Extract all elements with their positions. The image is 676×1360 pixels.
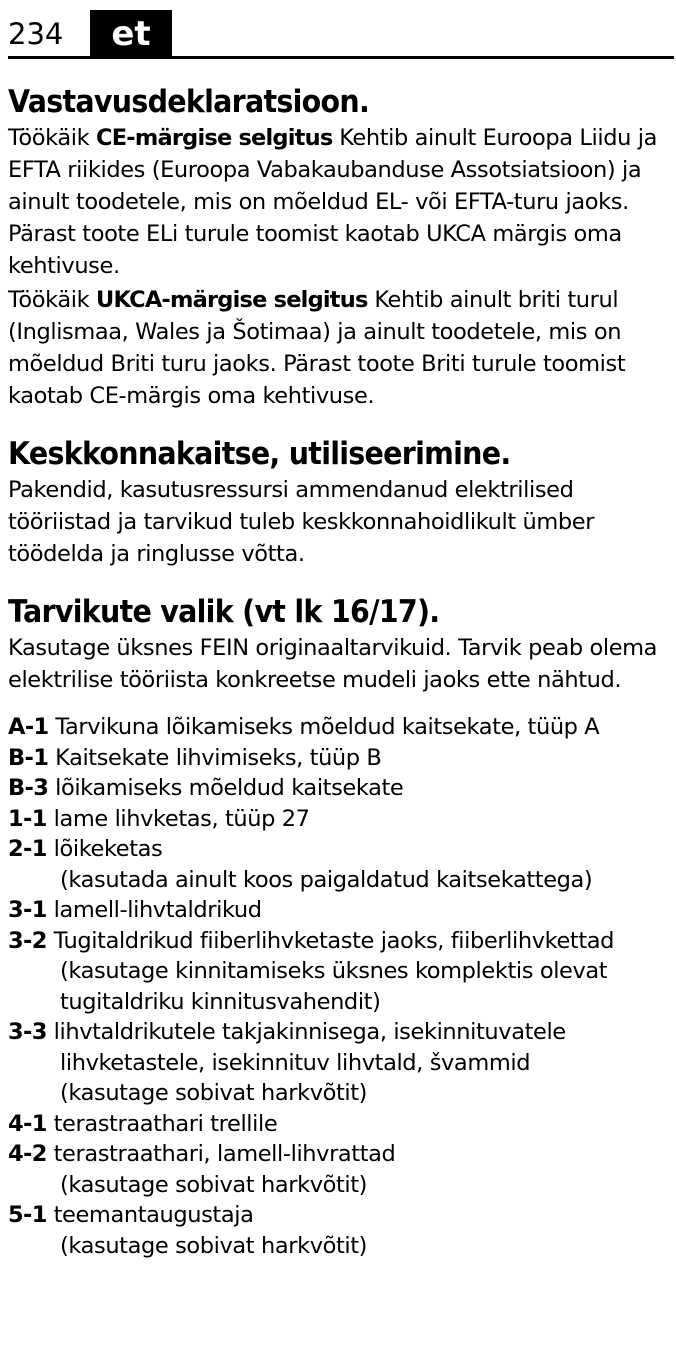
- item-code: 2-1: [8, 836, 47, 862]
- item-note: (kasutage sobivat harkvõtit): [60, 1232, 368, 1259]
- accessories-heading: Tarvikute valik (vt lk 16/17).: [8, 594, 440, 630]
- list-item: [8, 834, 672, 865]
- list-item: [8, 712, 672, 743]
- item-note: (kasutage sobivat harkvõtit): [60, 1171, 368, 1198]
- header-rule: [8, 56, 674, 59]
- item-code: 3-3: [8, 1019, 47, 1045]
- ce-text: Kehtib ainult Euroopa Liidu ja EFTA riikides (Euroopa Vabakaubanduse Assotsiatsioon) ja ainult toodetele, mis on mõeldud EL- või EFTA-turu jaoks. Pärast toote ELi turule toomist kaotab UKCA märgis oma kehtivuse.: [8, 125, 657, 279]
- section-environment: [8, 434, 672, 570]
- accessories-list: [8, 712, 672, 1261]
- item-text: lõikeketas: [53, 836, 163, 862]
- ce-keyword: CE-märgise selgitus: [96, 125, 333, 151]
- list-item: [8, 1139, 672, 1170]
- item-code: 3-1: [8, 897, 47, 923]
- item-code: B-3: [8, 775, 49, 801]
- ukca-keyword: UKCA-märgise selgitus: [96, 287, 368, 313]
- item-text: Tugitaldrikud fiiberlihvketaste jaoks, fiiberlihvkettad: [53, 927, 615, 954]
- item-text: lihvtaldrikutele takjakinnisega, isekinnituvatele lihvketastele, isekinnituv lihvtald, švammid: [53, 1019, 566, 1076]
- item-text: lame lihvketas, tüüp 27: [53, 805, 310, 832]
- list-item: [8, 895, 672, 926]
- ukca-prefix: Töökäik: [8, 287, 90, 313]
- list-item: [8, 1200, 672, 1231]
- declaration-heading: Vastavusdeklaratsioon.: [8, 84, 370, 120]
- item-text: terastraathari, lamell-lihvrattad: [53, 1141, 396, 1167]
- page-header: [0, 0, 676, 60]
- item-code: B-1: [8, 744, 49, 771]
- language-badge: et: [90, 10, 172, 58]
- section-accessories: [8, 592, 672, 1261]
- item-text: lõikamiseks mõeldud kaitsekate: [55, 775, 404, 801]
- item-note: (kasutada ainult koos paigaldatud kaitsekattega): [60, 866, 593, 893]
- item-note: (kasutage kinnitamiseks üksnes komplektis olevat tugitaldriku kinnitusvahendit): [60, 958, 608, 1015]
- item-code: 1-1: [8, 805, 47, 832]
- environment-paragraph: Pakendid, kasutusressursi ammendanud elektrilised tööriistad ja tarvikud tuleb keskkonnahoidlikult ümber töödelda ja ringlusse võtta.: [8, 477, 595, 567]
- item-code: 5-1: [8, 1202, 47, 1228]
- ce-prefix: Töökäik: [8, 125, 90, 151]
- item-code: A-1: [8, 714, 49, 740]
- item-text: lamell-lihvtaldrikud: [53, 897, 262, 923]
- declaration-paragraph-ukca: [8, 284, 672, 412]
- list-item: [8, 1017, 672, 1078]
- list-item: [8, 804, 672, 835]
- item-code: 4-1: [8, 1110, 47, 1137]
- list-item: [8, 743, 672, 774]
- accessories-intro: Kasutage üksnes FEIN originaaltarvikuid. Tarvik peab olema elektrilise tööriista konkreetse mudeli jaoks ette nähtud.: [8, 635, 658, 693]
- declaration-paragraph-ce: [8, 122, 672, 282]
- item-text: terastraathari trellile: [53, 1110, 278, 1137]
- page-number: 234: [8, 17, 64, 51]
- item-code: 4-2: [8, 1141, 47, 1167]
- list-item: [8, 1109, 672, 1140]
- ukca-text: Kehtib ainult briti turul (Inglismaa, Wales ja Šotimaa) ja ainult toodetele, mis on mõeldud Briti turu jaoks. Pärast toote Briti turule toomist kaotab CE-märgis oma kehtivuse.: [8, 287, 626, 409]
- item-text: Kaitsekate lihvimiseks, tüüp B: [55, 744, 382, 771]
- item-text: teemantaugustaja: [53, 1202, 254, 1228]
- item-text: Tarvikuna lõikamiseks mõeldud kaitsekate, tüüp A: [55, 714, 600, 740]
- item-note: (kasutage sobivat harkvõtit): [60, 1080, 368, 1106]
- list-item: [8, 773, 672, 804]
- environment-heading: Keskkonnakaitse, utiliseerimine.: [8, 436, 511, 472]
- list-item: [8, 926, 672, 957]
- document-body: [8, 82, 672, 1261]
- section-declaration: [8, 82, 672, 412]
- item-code: 3-2: [8, 927, 47, 954]
